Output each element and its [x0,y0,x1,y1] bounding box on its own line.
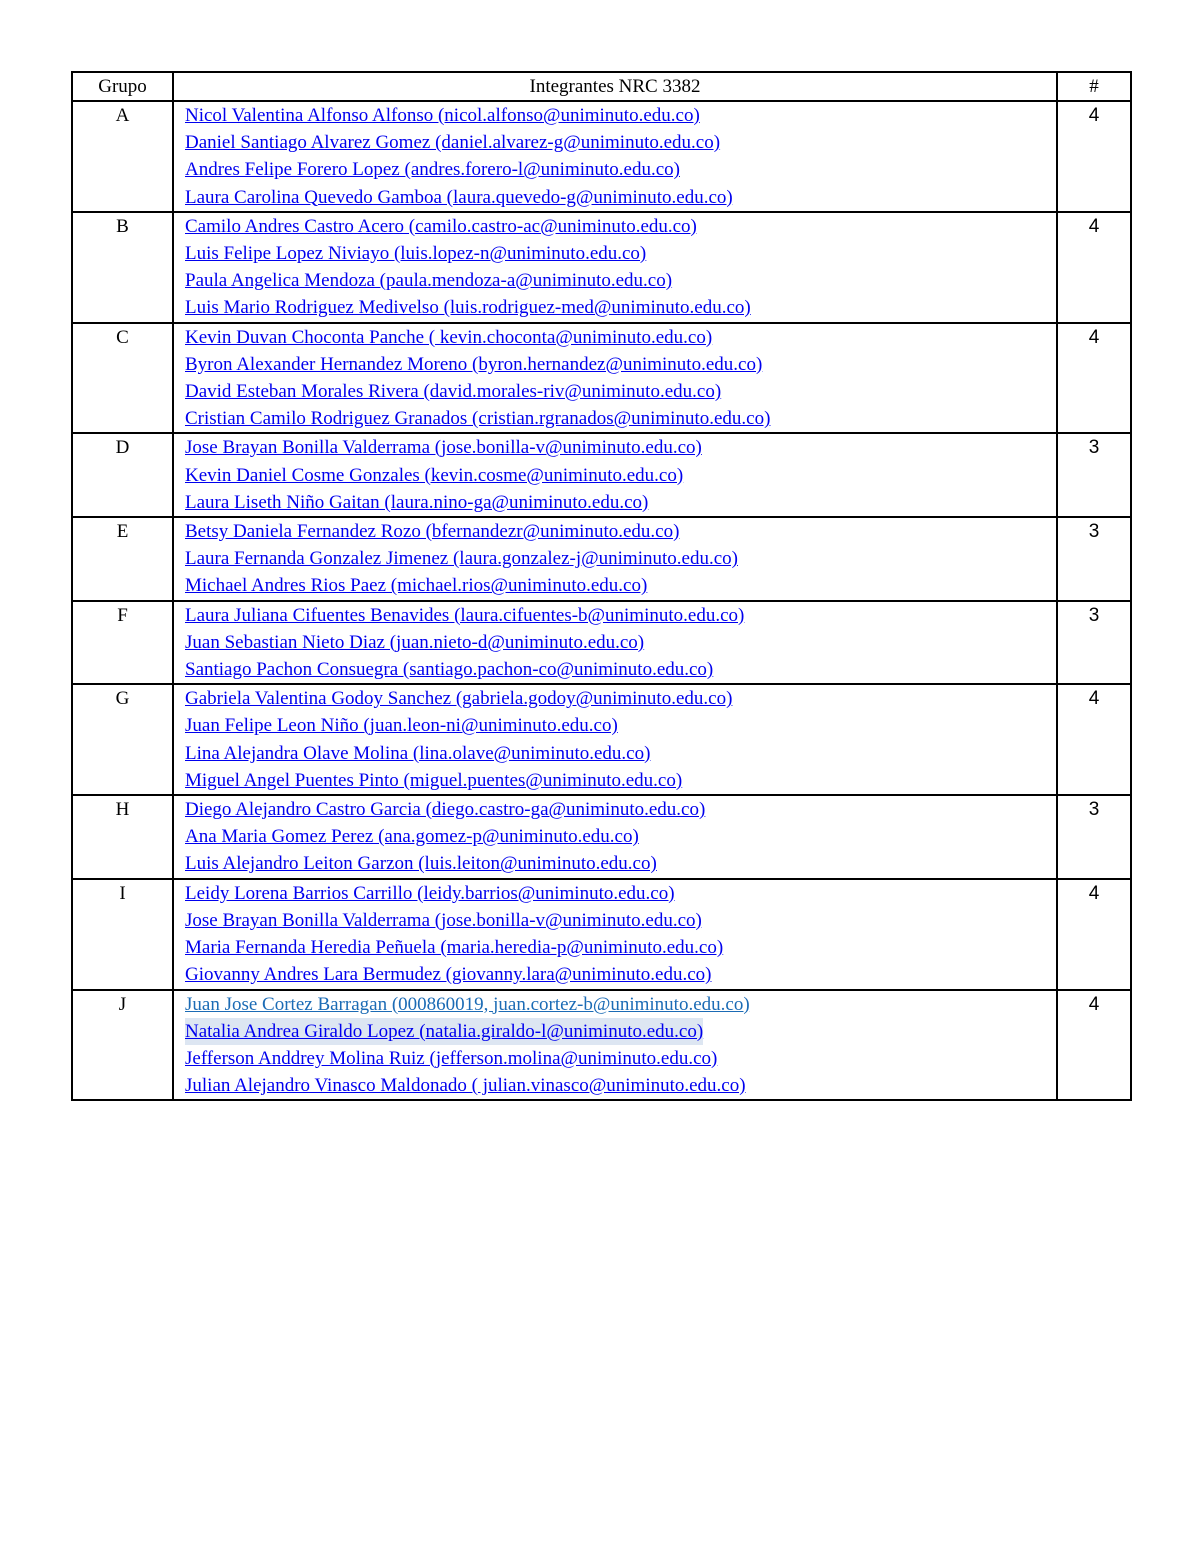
member-link[interactable]: Byron Alexander Hernandez Moreno (byron.hernandez@uniminuto.edu.co) [185,353,763,375]
group-row [72,601,1131,685]
group-count: 4 [1057,323,1131,434]
member-link[interactable]: Cristian Camilo Rodriguez Granados (cristian.rgranados@uniminuto.edu.co) [185,408,771,430]
member-link[interactable]: Miguel Angel Puentes Pinto (miguel.puentes@uniminuto.edu.co) [185,769,683,791]
header-count: # [1057,72,1131,101]
group-count: 4 [1057,101,1131,212]
group-members [173,684,1057,795]
group-letter: H [72,795,173,879]
member-link[interactable]: Paula Angelica Mendoza (paula.mendoza-a@uniminuto.edu.co) [185,270,673,292]
member-link[interactable]: Camilo Andres Castro Acero (camilo.castro-ac@uniminuto.edu.co) [185,215,697,237]
member-link[interactable]: Diego Alejandro Castro Garcia (diego.castro-ga@uniminuto.edu.co) [185,799,706,821]
member-link[interactable]: Jose Brayan Bonilla Valderrama (jose.bonilla-v@uniminuto.edu.co) [185,437,702,459]
group-row [72,879,1131,990]
group-members [173,879,1057,990]
group-members [173,323,1057,434]
member-link[interactable]: Ana Maria Gomez Perez (ana.gomez-p@uniminuto.edu.co) [185,826,639,848]
group-row [72,795,1131,879]
member-link[interactable]: Giovanny Andres Lara Bermudez (giovanny.lara@uniminuto.edu.co) [185,964,712,986]
member-link[interactable]: Kevin Duvan Choconta Panche ( kevin.choconta@uniminuto.edu.co) [185,326,713,348]
member-link[interactable]: Leidy Lorena Barrios Carrillo (leidy.barrios@uniminuto.edu.co) [185,882,675,904]
member-link[interactable]: Jose Brayan Bonilla Valderrama (jose.bonilla-v@uniminuto.edu.co) [185,909,702,931]
member-link[interactable]: Kevin Daniel Cosme Gonzales (kevin.cosme@uniminuto.edu.co) [185,464,684,486]
group-members [173,795,1057,879]
group-row [72,212,1131,323]
group-members [173,517,1057,601]
group-members [173,101,1057,212]
member-link[interactable]: Natalia Andrea Giraldo Lopez (natalia.giraldo-l@uniminuto.edu.co) [185,1018,703,1045]
group-row [72,433,1131,517]
header-row [72,72,1131,101]
member-link[interactable]: Jefferson Anddrey Molina Ruiz (jefferson.molina@uniminuto.edu.co) [185,1047,718,1069]
group-count: 3 [1057,795,1131,879]
member-link[interactable]: Nicol Valentina Alfonso Alfonso (nicol.alfonso@uniminuto.edu.co) [185,105,700,126]
member-link[interactable]: Juan Felipe Leon Niño (juan.leon-ni@uniminuto.edu.co) [185,715,618,737]
member-link[interactable]: Santiago Pachon Consuegra (santiago.pachon-co@uniminuto.edu.co) [185,659,714,681]
group-members [173,601,1057,685]
member-link[interactable]: Juan Sebastian Nieto Diaz (juan.nieto-d@uniminuto.edu.co) [185,631,645,653]
member-link[interactable]: Michael Andres Rios Paez (michael.rios@uniminuto.edu.co) [185,575,648,597]
group-count: 4 [1057,212,1131,323]
member-link[interactable]: Juan Jose Cortez Barragan (000860019, juan.cortez-b@uniminuto.edu.co) [185,993,750,1015]
group-letter: A [72,101,173,212]
member-link[interactable]: Andres Felipe Forero Lopez (andres.forero-l@uniminuto.edu.co) [185,159,680,181]
group-members [173,212,1057,323]
group-row [72,990,1131,1101]
member-link[interactable]: Daniel Santiago Alvarez Gomez (daniel.alvarez-g@uniminuto.edu.co) [185,132,721,154]
member-link[interactable]: Luis Mario Rodriguez Medivelso (luis.rodriguez-med@uniminuto.edu.co) [185,297,751,319]
groups-table [71,71,1132,1101]
group-count: 4 [1057,684,1131,795]
group-members [173,990,1057,1101]
member-link[interactable]: David Esteban Morales Rivera (david.morales-riv@uniminuto.edu.co) [185,381,722,403]
group-letter: E [72,517,173,601]
header-integrantes: Integrantes NRC 3382 [173,72,1057,101]
group-rows [72,101,1131,1100]
member-link[interactable]: Maria Fernanda Heredia Peñuela (maria.heredia-p@uniminuto.edu.co) [185,937,724,959]
group-letter: G [72,684,173,795]
group-letter: B [72,212,173,323]
header-grupo: Grupo [72,72,173,101]
member-link[interactable]: Luis Alejandro Leiton Garzon (luis.leiton@uniminuto.edu.co) [185,853,657,875]
group-count: 4 [1057,879,1131,990]
group-letter: D [72,433,173,517]
member-link[interactable]: Laura Carolina Quevedo Gamboa (laura.quevedo-g@uniminuto.edu.co) [185,186,733,208]
member-link[interactable]: Laura Liseth Niño Gaitan (laura.nino-ga@uniminuto.edu.co) [185,491,649,513]
group-count: 4 [1057,990,1131,1101]
member-link[interactable]: Gabriela Valentina Godoy Sanchez (gabriela.godoy@uniminuto.edu.co) [185,688,733,710]
member-link[interactable]: Julian Alejandro Vinasco Maldonado ( julian.vinasco@uniminuto.edu.co) [185,1075,746,1097]
member-link[interactable]: Betsy Daniela Fernandez Rozo (bfernandezr@uniminuto.edu.co) [185,521,680,543]
group-letter: I [72,879,173,990]
group-count: 3 [1057,517,1131,601]
group-letter: C [72,323,173,434]
member-link[interactable]: Luis Felipe Lopez Niviayo (luis.lopez-n@uniminuto.edu.co) [185,243,647,265]
group-count: 3 [1057,601,1131,685]
member-line [185,1018,1056,1045]
member-link[interactable]: Laura Fernanda Gonzalez Jimenez (laura.gonzalez-j@uniminuto.edu.co) [185,548,738,570]
member-link[interactable]: Laura Juliana Cifuentes Benavides (laura.cifuentes-b@uniminuto.edu.co) [185,604,745,626]
member-link[interactable]: Lina Alejandra Olave Molina (lina.olave@uniminuto.edu.co) [185,742,651,764]
group-row [72,684,1131,795]
group-letter: J [72,990,173,1101]
group-row [72,517,1131,601]
group-row [72,323,1131,434]
group-row [72,101,1131,212]
group-members [173,433,1057,517]
group-letter: F [72,601,173,685]
group-count: 3 [1057,433,1131,517]
